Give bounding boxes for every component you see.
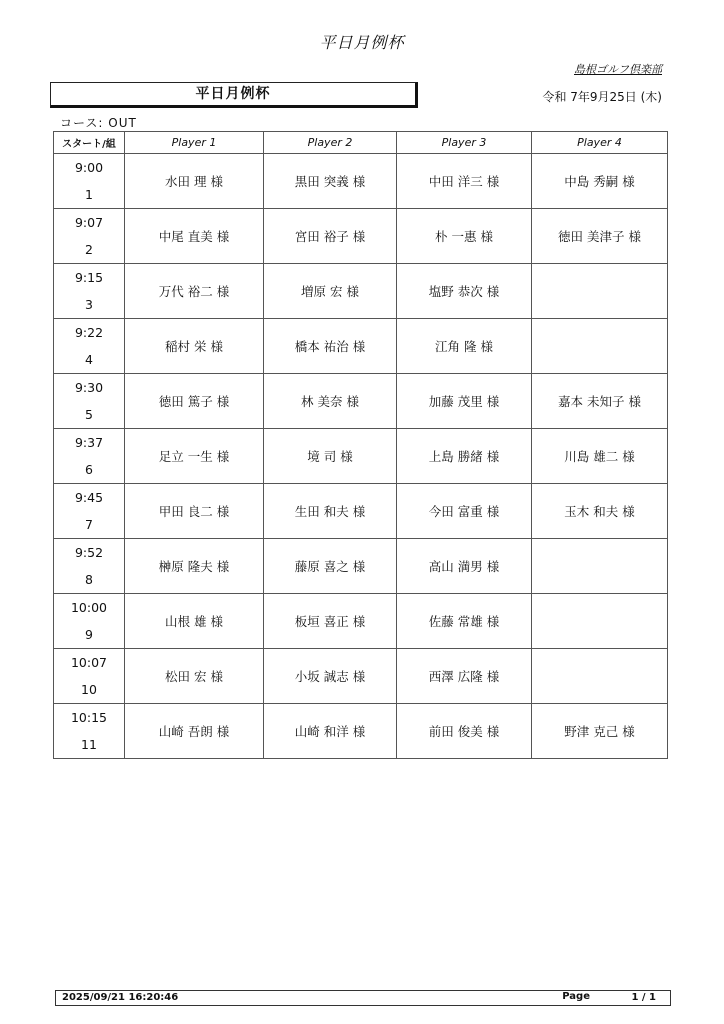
player-cell [532, 264, 668, 319]
player-cell: 川島 雄二 様 [532, 429, 668, 484]
start-group-cell [54, 539, 125, 594]
player-cell: 甲田 良二 様 [125, 484, 264, 539]
table-row [54, 209, 668, 264]
event-title-box: 平日月例杯 [50, 82, 418, 108]
start-time: 10:00 [70, 600, 108, 615]
player-cell: 水田 理 様 [125, 154, 264, 209]
start-group-cell [54, 484, 125, 539]
start-time: 9:37 [74, 435, 104, 450]
column-header-player-2: Player 2 [264, 132, 397, 154]
column-header-player-4: Player 4 [532, 132, 668, 154]
group-number: 6 [85, 462, 93, 477]
player-cell: 中田 洋三 様 [397, 154, 532, 209]
group-number: 2 [85, 242, 93, 257]
start-group-cell [54, 374, 125, 429]
print-timestamp: 2025/09/21 16:20:46 [62, 992, 179, 1003]
player-cell: 朴 一惠 様 [397, 209, 532, 264]
player-cell: 高山 満男 様 [397, 539, 532, 594]
table-row [54, 154, 668, 209]
start-time: 10:15 [70, 710, 108, 725]
player-cell: 徳田 美津子 様 [532, 209, 668, 264]
player-cell: 玉木 和夫 様 [532, 484, 668, 539]
player-cell: 中島 秀嗣 様 [532, 154, 668, 209]
player-cell: 嘉本 未知子 様 [532, 374, 668, 429]
player-cell: 今田 富重 様 [397, 484, 532, 539]
player-cell: 野津 克己 様 [532, 704, 668, 759]
table-row [54, 704, 668, 759]
start-group-cell [54, 264, 125, 319]
table-row [54, 319, 668, 374]
start-time: 9:15 [74, 270, 104, 285]
table-header-row [54, 132, 668, 154]
player-cell: 橋本 祐治 様 [264, 319, 397, 374]
start-time: 9:52 [74, 545, 104, 560]
event-date: 令和 7年9月25日 (木) [542, 90, 662, 104]
start-time: 9:45 [74, 490, 104, 505]
start-time: 10:07 [70, 655, 108, 670]
start-group-cell [54, 209, 125, 264]
player-cell: 西澤 広隆 様 [397, 649, 532, 704]
group-number: 4 [85, 352, 93, 367]
start-group-cell [54, 594, 125, 649]
player-cell: 稲村 栄 様 [125, 319, 264, 374]
group-number: 9 [85, 627, 93, 642]
page-footer [55, 990, 671, 1006]
player-cell: 中尾 直美 様 [125, 209, 264, 264]
start-time: 9:22 [74, 325, 104, 340]
table-row [54, 594, 668, 649]
player-cell: 上島 勝緒 様 [397, 429, 532, 484]
document-title: 平日月例杯 [319, 33, 405, 52]
group-number: 1 [85, 187, 93, 202]
player-cell: 徳田 篤子 様 [125, 374, 264, 429]
table-row [54, 649, 668, 704]
player-cell: 足立 一生 様 [125, 429, 264, 484]
player-cell [532, 319, 668, 374]
start-time: 9:30 [74, 380, 104, 395]
player-cell: 藤原 喜之 様 [264, 539, 397, 594]
player-cell: 加藤 茂里 様 [397, 374, 532, 429]
start-group-cell [54, 649, 125, 704]
player-cell: 境 司 様 [264, 429, 397, 484]
group-number: 10 [81, 682, 97, 697]
group-number: 11 [81, 737, 97, 752]
column-header-player-1: Player 1 [125, 132, 264, 154]
player-cell [532, 539, 668, 594]
start-group-cell [54, 319, 125, 374]
start-time: 9:07 [74, 215, 104, 230]
player-cell: 万代 裕二 様 [125, 264, 264, 319]
player-cell: 江角 隆 様 [397, 319, 532, 374]
player-cell: 山根 雄 様 [125, 594, 264, 649]
player-cell: 塩野 恭次 様 [397, 264, 532, 319]
table-row [54, 539, 668, 594]
table-row [54, 429, 668, 484]
player-cell: 増原 宏 様 [264, 264, 397, 319]
group-number: 8 [85, 572, 93, 587]
player-cell [532, 649, 668, 704]
player-cell: 生田 和夫 様 [264, 484, 397, 539]
page-label: Page [562, 991, 590, 1002]
player-cell: 林 美奈 様 [264, 374, 397, 429]
group-number: 5 [85, 407, 93, 422]
table-row [54, 484, 668, 539]
player-cell: 佐藤 常雄 様 [397, 594, 532, 649]
player-cell: 榊原 隆夫 様 [125, 539, 264, 594]
player-cell: 黒田 突義 様 [264, 154, 397, 209]
table-row [54, 264, 668, 319]
page-number: 1 / 1 [631, 992, 656, 1003]
club-name: 島根ゴルフ倶楽部 [574, 63, 662, 76]
player-cell: 前田 俊美 様 [397, 704, 532, 759]
start-time: 9:00 [74, 160, 104, 175]
table-row [54, 374, 668, 429]
player-cell: 板垣 喜正 様 [264, 594, 397, 649]
player-cell [532, 594, 668, 649]
player-cell: 松田 宏 様 [125, 649, 264, 704]
course-label: コース: OUT [60, 116, 137, 130]
player-cell: 山崎 和洋 様 [264, 704, 397, 759]
column-header-start-group: スタート/組 [54, 132, 125, 154]
tee-time-table [53, 131, 668, 759]
start-group-cell [54, 429, 125, 484]
player-cell: 小坂 誠志 様 [264, 649, 397, 704]
start-group-cell [54, 154, 125, 209]
column-header-player-3: Player 3 [397, 132, 532, 154]
group-number: 3 [85, 297, 93, 312]
group-number: 7 [85, 517, 93, 532]
player-cell: 宮田 裕子 様 [264, 209, 397, 264]
player-cell: 山崎 吾朗 様 [125, 704, 264, 759]
start-group-cell [54, 704, 125, 759]
